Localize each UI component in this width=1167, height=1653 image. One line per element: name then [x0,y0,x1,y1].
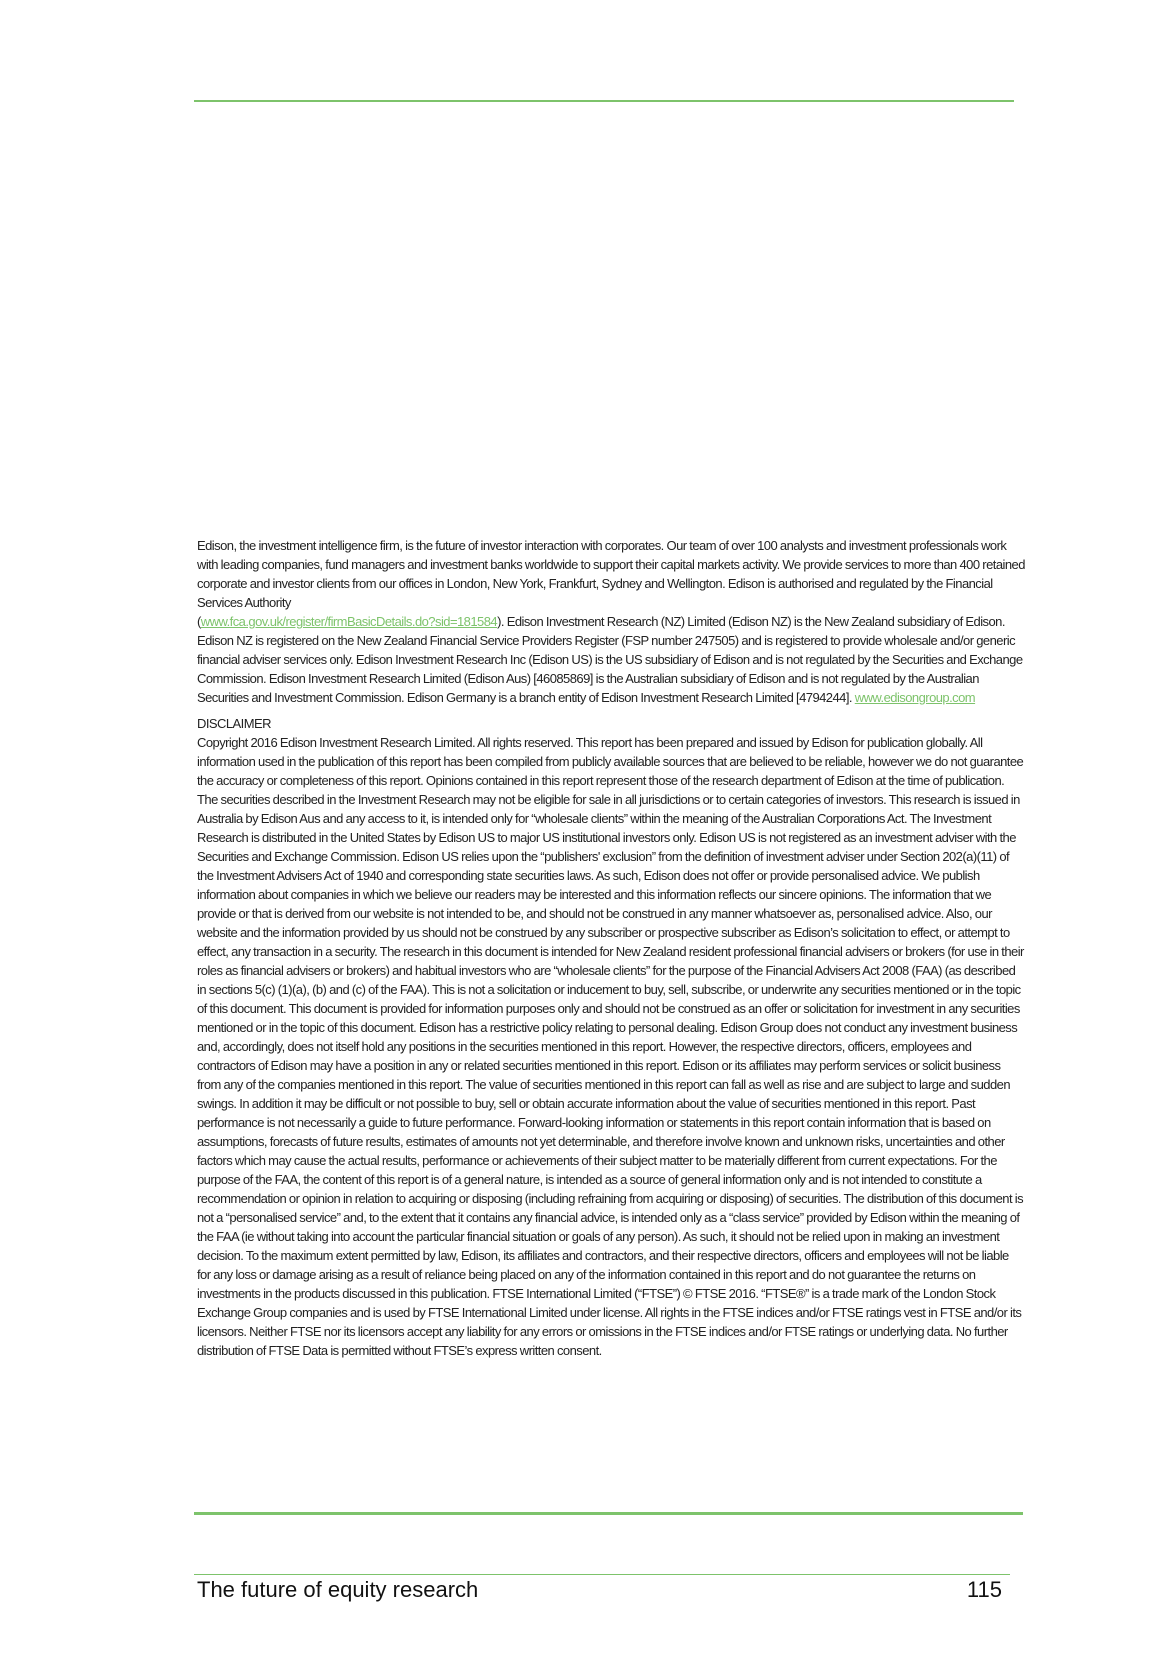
paren-open: ( [197,614,201,629]
edison-disclosure-block [197,536,1025,1360]
fca-register-link[interactable]: www.fca.gov.uk/register/firmBasicDetails.do?sid=181584 [200,614,498,629]
top-divider [194,100,1014,102]
disclaimer-text: Copyright 2016 Edison Investment Research Limited. All rights reserved. This report has been prepared and issued by Edison for publication globally. All information used in the publication of this report has been compiled from publicly available sources that are believed to be reliable, however we do not guarantee the accuracy or completeness of this report. Opinions contained in this report represent those of the research department of Edison at the time of publication. The securities described in the Investment Research may not be eligible for sale in all jurisdictions or to certain categories of investors. This research is issued in Australia by Edison Aus and any access to it, is intended only for “wholesale clients” within the meaning of the Australian Corporations Act. The Investment Research is distributed in the United States by Edison US to major US institutional investors only. Edison US is not registered as an investment adviser with the Securities and Exchange Commission. Edison US relies upon the “publishers' exclusion” from the definition of investment adviser under Section 202(a)(11) of the Investment Advisers Act of 1940 and corresponding state securities laws. As such, Edison does not offer or provide personalised advice. We publish information about companies in which we believe our readers may be interested and this information reflects our sincere opinions. The information that we provide or that is derived from our website is not intended to be, and should not be construed in any manner whatsoever as, personalised advice. Also, our website and the information provided by us should not be construed by any subscriber or prospective subscriber as Edison’s solicitation to effect, or attempt to effect, any transaction in a security. The research in this document is intended for New Zealand resident professional financial advisers or brokers (for use in their roles as financial advisers or brokers) and habitual investors who are “wholesale clients” for the purpose of the Financial Advisers Act 2008 (FAA) (as described in sections 5(c) (1)(a), (b) and (c) of the FAA). This is not a solicitation or inducement to buy, sell, subscribe, or underwrite any securities mentioned or in the topic of this document. This document is provided for information purposes only and should not be construed as an offer or solicitation for investment in any securities mentioned or in the topic of this document. Edison has a restrictive policy relating to personal dealing. Edison Group does not conduct any investment business and, accordingly, does not itself hold any positions in the securities mentioned in this report. However, the respective directors, officers, employees and contractors of Edison may have a position in any or related securities mentioned in this report. Edison or its affiliates may perform services or solicit business from any of the companies mentioned in this report. The value of securities mentioned in this report can fall as well as rise and are subject to large and sudden swings. In addition it may be difficult or not possible to buy, sell or obtain accurate information about the value of securities mentioned in this report. Past performance is not necessarily a guide to future performance. Forward-looking information or statements in this report contain information that is based on assumptions, forecasts of future results, estimates of amounts not yet determinable, and therefore involve known and unknown risks, uncertainties and other factors which may cause the actual results, performance or achievements of their subject matter to be materially different from current expectations. For the purpose of the FAA, the content of this report is of a general nature, is intended as a source of general information only and is not intended to constitute a recommendation or opinion in relation to acquiring or disposing (including refraining from acquiring or disposing) of securities. The distribution of this document is not a “personalised service” and, to the extent that it contains any financial advice, is intended only as a “class service” provided by Edison within the meaning of the FAA (ie without taking into account the particular financial situation or goals of any person). As such, it should not be relied upon in making an investment decision. To the maximum extent permitted by law, Edison, its affiliates and contractors, and their respective directors, officers and employees will not be liable for any loss or damage arising as a result of reliance being placed on any of the information contained in this report and do not guarantee the returns on investments in the products discussed in this publication. FTSE International Limited (“FTSE”) © FTSE 2016. “FTSE®” is a trade mark of the London Stock Exchange Group companies and is used by FTSE International Limited under license. All rights in the FTSE indices and/or FTSE ratings vest in FTSE and/or its licensors. Neither FTSE nor its licensors accept any liability for any errors or omissions in the FTSE indices and/or FTSE ratings or underlying data. No further distribution of FTSE Data is permitted without FTSE’s express written consent. [197,735,1024,1358]
page-number: 115 [966,1577,1002,1602]
about-intro-text: Edison, the investment intelligence firm, is the future of investor interaction with corporates. Our team of over 100 analysts and investment professionals work with leading companies, fund managers and investment banks worldwide to support their capital markets activity. We provide services to more than 400 retained corporate and investor clients from our offices in London, New York, Frankfurt, Sydney and Wellington. Edison is authorised and regulated by the Financial Services Authority [197,538,1025,610]
footer-divider [194,1574,1010,1575]
disclaimer-heading: DISCLAIMER [197,716,271,731]
about-edison-paragraph [197,536,1025,707]
bottom-divider [194,1512,1023,1515]
about-rest-text: ). Edison Investment Research (NZ) Limited (Edison NZ) is the New Zealand subsidiary of Edison. Edison NZ is registered on the New Zealand Financial Service Providers Register (FSP number 247505) and is registered to provide wholesale and/or generic financial adviser services only. Edison Investment Research Inc (Edison US) is the US subsidiary of Edison and is not regulated by the Securities and Exchange Commission. Edison Investment Research Limited (Edison Aus) [46085869] is the Australian subsidiary of Edison and is not regulated by the Australian Securities and Investment Commission. Edison Germany is a branch entity of Edison Investment Research Limited [4794244]. [197,614,1023,705]
edison-website-link[interactable]: www.edisongroup.com [854,690,976,705]
footer-title: The future of equity research [197,1577,479,1602]
